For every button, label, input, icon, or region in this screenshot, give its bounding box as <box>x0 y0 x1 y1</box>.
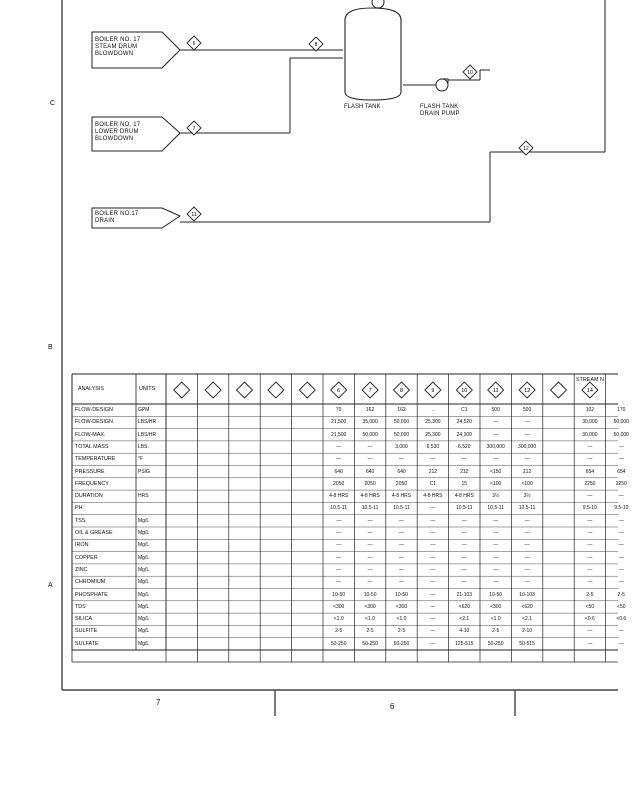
row-unit: Mg/L <box>138 628 150 635</box>
table-cell: 50,000 <box>362 431 378 438</box>
table-cell: <1.0 <box>333 616 344 623</box>
table-cell: <50 <box>617 603 626 610</box>
stream-header-marker <box>299 382 315 398</box>
table-cell: 2-5 <box>397 628 406 635</box>
table-cell: — <box>618 628 624 635</box>
table-cell: — <box>524 542 530 549</box>
row-unit: HRS <box>138 493 149 500</box>
table-cell: 2-5 <box>366 628 374 635</box>
table-cell: 640 <box>365 468 375 475</box>
footer-number-6: 6 <box>390 702 395 711</box>
table-cell: <620 <box>458 603 470 610</box>
table-cell: <100 <box>521 480 533 487</box>
table-cell: 2-5 <box>586 591 594 598</box>
table-cell: 4-8 HRS <box>360 493 380 500</box>
row-label: TDS <box>75 603 86 610</box>
table-cell: — <box>430 628 436 635</box>
table-cell: <300 <box>395 603 408 610</box>
table-cell: — <box>461 530 467 536</box>
stream-banner: STREAM N <box>576 377 604 383</box>
table-cell: — <box>336 443 342 450</box>
row-label: TSS <box>75 517 86 524</box>
table-cell: — <box>618 554 624 561</box>
table-cell: — <box>618 517 624 524</box>
table-cell: <0.6 <box>616 616 627 623</box>
table-cell: — <box>461 542 467 549</box>
table-cell: 2-5 <box>335 628 343 635</box>
table-cell: — <box>618 542 624 549</box>
table-cell: — <box>398 579 404 586</box>
table-cell: — <box>587 493 593 500</box>
table-cell: 50,000 <box>393 419 410 426</box>
table-cell: 2-10 <box>522 628 533 635</box>
table-cell: — <box>524 431 530 438</box>
table-cell: 170 <box>617 407 626 413</box>
table-cell: — <box>398 530 404 536</box>
stream-number-10: 10 <box>467 70 473 76</box>
table-cell: — <box>430 603 436 610</box>
table-cell: — <box>618 456 624 463</box>
table-cell: 21,500 <box>331 419 347 426</box>
row-unit: LBS/HR <box>138 431 157 438</box>
table-cell: — <box>524 419 530 426</box>
table-cell: — <box>587 443 593 450</box>
table-cell: <300 <box>490 603 502 610</box>
stream-number-11: 11 <box>191 212 197 218</box>
drain-pump-label: FLASH TANK DRAIN PUMP <box>420 104 460 117</box>
table-cell: 10-50 <box>363 591 377 598</box>
table-cell: — <box>367 530 373 536</box>
table-cell: 21-103 <box>456 591 473 598</box>
table-cell: 50-250 <box>362 640 378 647</box>
table-cell: — <box>493 542 499 549</box>
row-unit: Mg/L <box>138 554 150 561</box>
table-cell: → <box>430 407 436 413</box>
stream-header-number: 7 <box>368 388 372 394</box>
table-cell: — <box>618 443 624 450</box>
row-label: TEMPERATURE <box>75 456 116 463</box>
row-unit: Mg/L <box>138 616 150 623</box>
table-cell: — <box>493 554 499 561</box>
table-cell: — <box>524 517 530 524</box>
stream-number-6: 6 <box>192 41 196 47</box>
table-cell: 4-8 HRS <box>454 493 474 500</box>
table-cell: <0.6 <box>584 616 595 623</box>
table-cell: — <box>430 640 436 647</box>
table-cell: — <box>587 628 593 635</box>
table-cell: 6,520 <box>458 443 471 450</box>
table-cell: 640 <box>334 468 343 475</box>
row-unit: Mg/L <box>138 530 150 536</box>
table-cell: 2250 <box>584 480 596 487</box>
table-cell: <1.0 <box>490 616 501 623</box>
row-unit: °F <box>138 456 144 463</box>
row-label: SULFITE <box>75 628 98 635</box>
table-cell: — <box>336 456 342 463</box>
table-cell: 2250 <box>615 480 627 487</box>
table-cell: — <box>367 456 373 463</box>
table-cell: — <box>461 517 467 524</box>
table-cell: 10-50 <box>489 591 503 598</box>
row-unit: LBS. <box>138 443 149 450</box>
table-cell: — <box>367 542 373 549</box>
header-units: UNITS <box>139 386 156 392</box>
footer-number-7: 7 <box>156 698 161 707</box>
row-label: SILICA <box>75 616 93 623</box>
stream-header-marker <box>205 382 221 398</box>
table-cell: 2050 <box>364 480 376 487</box>
table-cell: 50,000 <box>613 431 629 438</box>
table-cell: — <box>336 554 342 561</box>
table-cell: 3½ <box>492 493 500 500</box>
table-cell: 2050 <box>333 480 345 487</box>
table-cell: 3,000 <box>395 443 408 450</box>
table-cell: 50-250 <box>330 640 347 647</box>
table-cell: — <box>524 456 530 463</box>
table-cell: 3½ <box>523 493 531 500</box>
row-label: ZINC <box>75 566 88 573</box>
row-label: PRESSURE <box>75 468 105 475</box>
table-cell: <300 <box>364 603 376 610</box>
table-cell: — <box>587 579 593 586</box>
row-label: PHOSPHATE <box>75 591 108 598</box>
table-cell: 35,000 <box>362 419 378 426</box>
table-cell: 4-8 HRS <box>391 493 412 500</box>
table-cell: — <box>398 456 404 463</box>
row-label: FREQUENCY <box>75 480 109 487</box>
stream-number-7: 7 <box>192 126 196 132</box>
table-cell: 10.5-11 <box>487 505 504 512</box>
stream-header-marker <box>174 382 190 398</box>
table-cell: 25,300 <box>425 431 441 438</box>
table-cell: 500 <box>522 407 532 413</box>
table-cell: — <box>430 616 436 623</box>
table-cell: — <box>461 579 467 586</box>
table-cell: — <box>493 419 499 426</box>
boiler-steam-drum-label: BOILER NO. 17 STEAM DRUM BLOWDOWN <box>95 37 141 57</box>
table-cell: 24,520 <box>456 419 472 426</box>
table-cell: 300,000 <box>486 443 505 450</box>
table-cell: <1.0 <box>396 616 407 623</box>
table-cell: — <box>430 542 436 549</box>
drain-pump-icon <box>436 79 448 91</box>
row-label: FLOW-MAX. <box>75 431 106 438</box>
table-cell: <50 <box>585 603 595 610</box>
stream-header-number: 6 <box>337 388 341 394</box>
table-cell: — <box>430 517 436 524</box>
table-cell: — <box>336 530 342 536</box>
table-cell: — <box>524 579 530 586</box>
stream-header-marker <box>268 382 284 398</box>
stream-header-number: 11 <box>492 388 499 394</box>
row-label: DURATION <box>75 493 103 500</box>
table-cell: 50-250 <box>393 640 410 647</box>
table-cell: 212 <box>522 468 532 475</box>
table-cell: — <box>493 431 499 438</box>
table-cell: — <box>336 517 342 524</box>
stream-header-number: 12 <box>524 388 531 394</box>
stream-header-number: 14 <box>586 388 593 394</box>
table-cell: — <box>430 566 436 573</box>
table-cell: 500 <box>491 407 500 413</box>
table-cell: 4-8 HRS <box>329 493 349 500</box>
boiler-drain-label: BOILER NO.17 DRAIN <box>95 211 139 224</box>
header-analysis: ANALYSIS <box>78 386 104 392</box>
table-cell: 50-515 <box>519 640 535 647</box>
flash-tank <box>345 8 401 100</box>
table-cell: 30,000 <box>582 431 598 438</box>
stream-header-number: 9 <box>431 388 435 394</box>
stream-number-12: 12 <box>523 146 529 152</box>
row-unit: Mg/L <box>138 517 150 524</box>
table-cell: <100 <box>490 480 502 487</box>
table-cell: <300 <box>333 603 345 610</box>
table-cell: 6,530 <box>426 443 440 450</box>
table-cell: — <box>430 591 436 598</box>
table-cell: — <box>493 456 499 463</box>
table-cell: — <box>336 542 342 549</box>
row-unit: LBS/HR <box>138 419 157 426</box>
table-cell: 2050 <box>395 480 408 487</box>
table-cell: — <box>430 505 436 512</box>
row-label: FLOW-DESIGN <box>75 407 113 413</box>
stream-header-number: 8 <box>399 388 404 394</box>
flash-tank-top-nozzle <box>372 0 384 8</box>
flash-tank-label: FLASH TANK <box>344 104 381 110</box>
table-cell: 162 <box>365 407 375 413</box>
table-cell: — <box>524 530 530 536</box>
table-cell: 125-515 <box>455 640 474 647</box>
table-cell: <2.1 <box>522 616 533 623</box>
table-cell: 50,000 <box>613 419 629 426</box>
table-cell: — <box>398 542 404 549</box>
table-cell: — <box>430 554 436 561</box>
row-label: IRON <box>75 542 89 549</box>
table-cell: 50-250 <box>487 640 504 647</box>
row-unit: GPM <box>138 407 150 413</box>
table-cell: — <box>587 456 593 463</box>
table-cell: — <box>493 579 499 586</box>
table-cell: 102 <box>585 407 595 413</box>
table-cell: — <box>430 530 436 536</box>
table-cell: 25,300 <box>425 419 441 426</box>
row-unit: Mg/L <box>138 603 150 610</box>
table-cell: — <box>618 579 624 586</box>
table-cell: — <box>587 640 593 647</box>
table-cell: — <box>367 443 373 450</box>
table-cell: 10.5-11 <box>393 505 410 512</box>
table-cell: C1 <box>429 480 437 487</box>
table-cell: 2-5 <box>492 628 500 635</box>
table-cell: 654 <box>585 468 595 475</box>
table-cell: 10.5-11 <box>518 505 536 512</box>
zone-letter-a: A <box>48 582 53 589</box>
table-cell: — <box>367 517 373 524</box>
table-cell: 30,000 <box>582 419 598 426</box>
table-cell: 10-50 <box>395 591 408 598</box>
table-cell: — <box>587 542 593 549</box>
table-cell: — <box>367 554 373 561</box>
zone-letter-c: C <box>50 100 56 107</box>
table-cell: 70 <box>335 407 342 413</box>
table-cell: 50,000 <box>393 431 410 438</box>
table-cell: <1.0 <box>365 616 376 623</box>
table-cell: 654 <box>617 468 626 475</box>
boiler-lower-drum-label: BOILER NO. 17 LOWER DRUM BLOWDOWN <box>95 122 141 142</box>
row-unit: Mg/L <box>138 542 150 549</box>
table-cell: — <box>336 566 342 573</box>
table-cell: 10.5-11 <box>361 505 379 512</box>
row-label: COPPER <box>75 554 98 561</box>
table-cell: — <box>587 517 593 524</box>
stream-number-8: 8 <box>314 42 318 48</box>
row-unit: Mg/L <box>138 579 150 586</box>
row-unit: Mg/L <box>138 640 150 647</box>
table-cell: 162 <box>397 407 406 413</box>
table-cell: 640 <box>397 468 406 475</box>
table-cell: — <box>367 566 373 573</box>
table-cell: — <box>618 640 624 647</box>
table-cell: — <box>493 530 499 536</box>
table-cell: <150 <box>490 468 502 475</box>
row-label: TOTAL MASS <box>75 443 109 450</box>
row-label: PH <box>75 505 83 512</box>
table-cell: 10-50 <box>332 591 346 598</box>
table-cell: — <box>618 493 624 500</box>
row-label: SULFATE <box>75 640 99 647</box>
table-cell: — <box>493 517 499 524</box>
table-cell: — <box>430 579 436 586</box>
zone-letter-b: B <box>48 344 53 351</box>
table-cell: 4-10 <box>459 628 470 635</box>
table-cell: 10.5-11 <box>455 505 473 512</box>
table-cell: — <box>587 530 593 536</box>
row-unit: Mg/L <box>138 566 150 573</box>
table-cell: 212 <box>460 468 469 475</box>
table-cell: — <box>430 456 436 463</box>
table-cell: <620 <box>521 603 533 610</box>
table-cell: — <box>398 554 404 561</box>
table-cell: 15 <box>461 480 468 487</box>
table-cell: 10.5-11 <box>330 505 347 512</box>
table-cell: 24,300 <box>456 431 472 438</box>
table-cell: 21,500 <box>331 431 347 438</box>
table-cell: C1 <box>461 407 468 413</box>
table-cell: 2-5 <box>617 591 625 598</box>
table-cell: 212 <box>428 468 438 475</box>
row-label: CHROMIUM <box>75 579 106 586</box>
table-cell: — <box>398 566 404 573</box>
table-cell: 10-103 <box>519 591 535 598</box>
table-cell: — <box>461 566 467 573</box>
table-cell: <2.1 <box>459 616 470 623</box>
table-cell: 9.5-10 <box>614 505 629 512</box>
table-cell: — <box>618 530 624 536</box>
row-label: OIL & GREASE <box>75 530 113 536</box>
stream-header-marker <box>237 382 253 398</box>
table-cell: — <box>461 554 467 561</box>
row-label: FLOW-DESIGN <box>75 419 113 426</box>
table-cell: — <box>493 566 499 573</box>
stream-header-marker <box>551 382 567 398</box>
table-cell: — <box>336 579 342 586</box>
table-cell: 300,000 <box>518 443 537 450</box>
table-cell: — <box>587 554 593 561</box>
row-unit: Mg/L <box>138 591 150 598</box>
stream-header-number: 10 <box>461 388 468 394</box>
table-cell: — <box>461 456 467 463</box>
table-cell: — <box>524 554 530 561</box>
table-cell: — <box>524 566 530 573</box>
table-cell: — <box>587 566 593 573</box>
row-unit: PSIG <box>138 468 150 475</box>
table-cell: — <box>367 579 373 586</box>
table-cell: 9.5-10 <box>582 505 597 512</box>
table-cell: — <box>398 517 404 524</box>
table-cell: 4-8 HRS <box>423 493 443 500</box>
table-cell: — <box>618 566 624 573</box>
